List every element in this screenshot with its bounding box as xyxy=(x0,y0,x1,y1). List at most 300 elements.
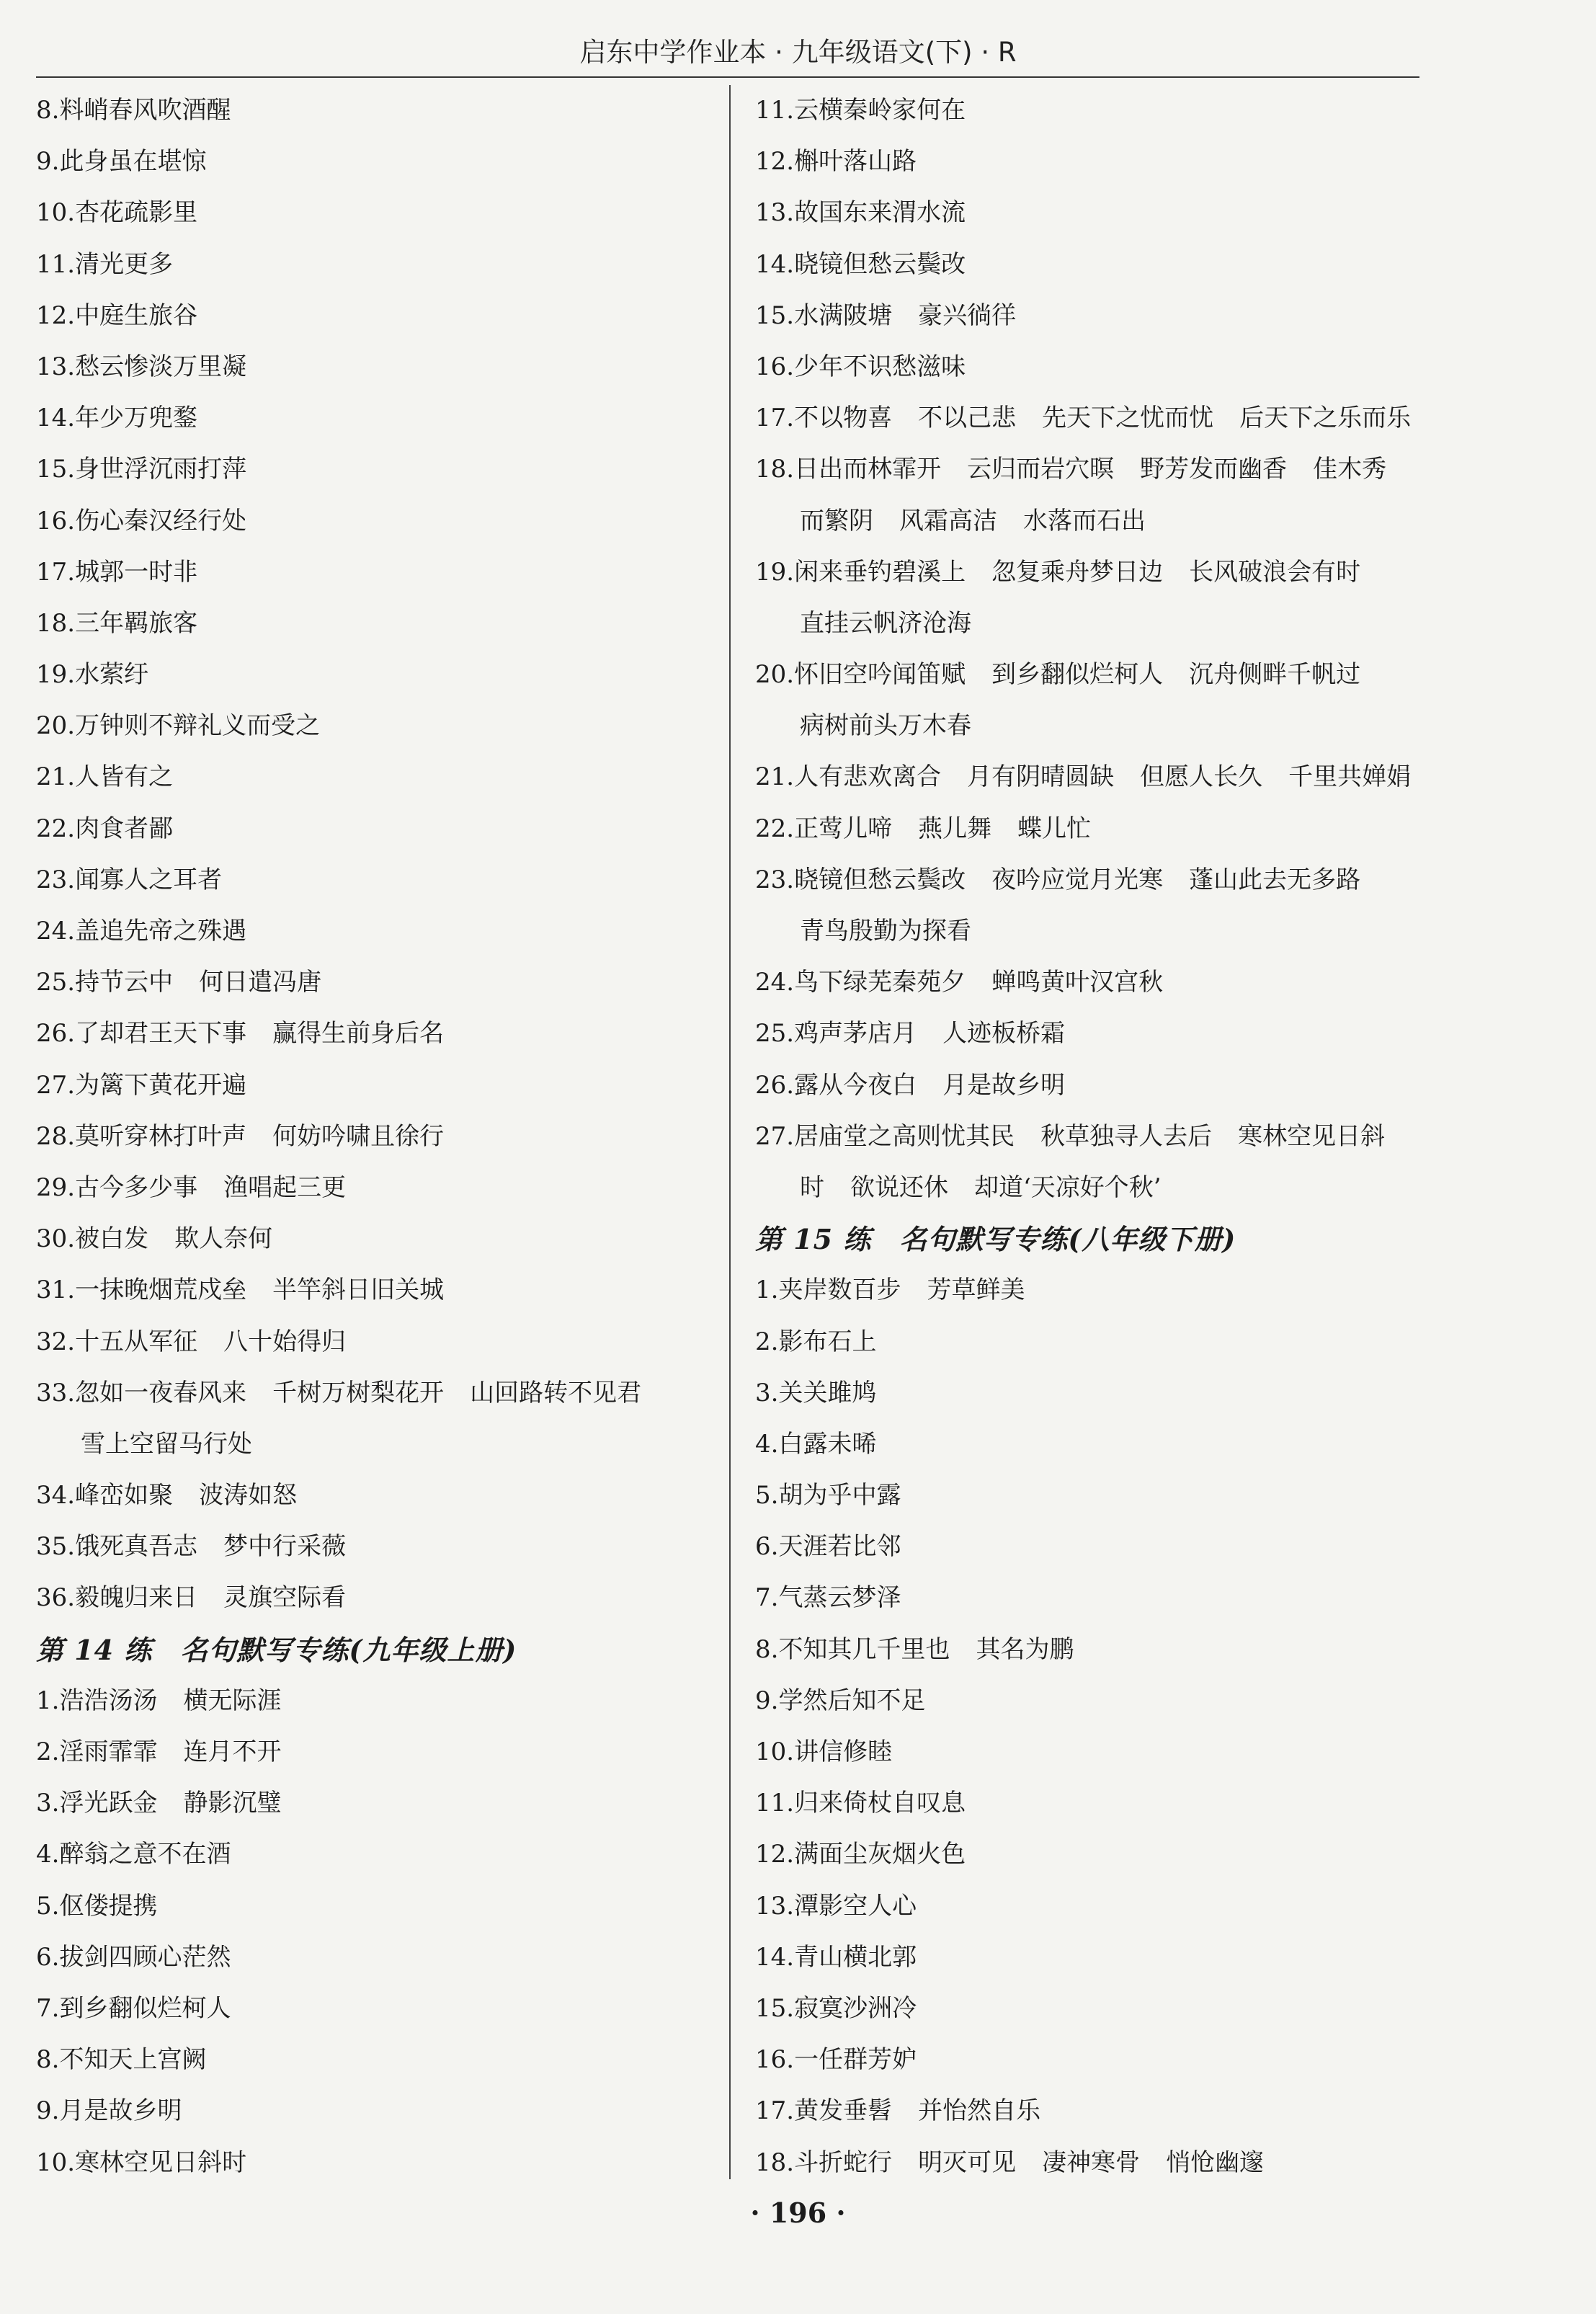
item-number: 2. xyxy=(755,1327,779,1356)
answer-item xyxy=(755,547,1436,649)
item-number: 26. xyxy=(755,1070,795,1100)
item-number: 1. xyxy=(755,1276,779,1305)
answer-phrase: 水满陂塘 xyxy=(794,301,893,330)
answer-phrase: 毅魄归来日 xyxy=(75,1583,198,1613)
answer-phrase: 伤心秦汉经行处 xyxy=(75,506,247,535)
answer-phrase: 悄怆幽邃 xyxy=(1166,2148,1265,2177)
answer-phrase: 静影沉璧 xyxy=(183,1789,282,1818)
answer-line xyxy=(36,804,717,855)
answer-item xyxy=(36,2034,717,2086)
answer-continuation-line xyxy=(755,906,1436,957)
answer-item xyxy=(36,2086,717,2137)
item-number: 23. xyxy=(755,865,795,894)
item-number: 29. xyxy=(36,1172,76,1202)
answer-line xyxy=(755,2034,1436,2086)
answer-phrase: 被白发 xyxy=(75,1224,149,1254)
answer-item xyxy=(755,1111,1436,1214)
answer-line xyxy=(755,393,1436,444)
answer-item xyxy=(36,1214,717,1265)
item-number: 13. xyxy=(36,352,76,381)
answer-line xyxy=(36,1727,717,1778)
answer-item xyxy=(36,1008,717,1059)
item-number: 12. xyxy=(36,301,76,330)
answer-item xyxy=(36,1676,717,1727)
item-number: 18. xyxy=(36,608,76,638)
answer-phrase: 月有阴晴圆缺 xyxy=(967,762,1115,792)
item-number: 13. xyxy=(755,198,795,228)
answer-line xyxy=(755,1470,1436,1521)
answer-phrase: 到乡翻似烂柯人 xyxy=(59,1993,231,2023)
answer-item xyxy=(755,444,1436,546)
answer-item xyxy=(755,1008,1436,1059)
answer-phrase: 何妨吟啸且徐行 xyxy=(272,1121,445,1151)
answer-item xyxy=(36,1572,717,1624)
item-number: 16. xyxy=(755,2045,795,2075)
answer-phrase: 料峭春风吹酒醒 xyxy=(59,96,231,125)
item-number: 33. xyxy=(36,1378,76,1407)
answer-phrase: 芳草鲜美 xyxy=(927,1276,1025,1305)
answer-phrase: 而繁阴 xyxy=(800,506,873,535)
answer-item xyxy=(755,239,1436,290)
answer-phrase: 野芳发而幽香 xyxy=(1140,455,1288,484)
answer-phrase: 浩浩汤汤 xyxy=(59,1686,158,1715)
item-number: 8. xyxy=(36,2045,60,2075)
answer-line xyxy=(36,290,717,342)
item-number: 17. xyxy=(36,557,76,587)
answer-line xyxy=(36,496,717,547)
answer-phrase: 波涛如怒 xyxy=(199,1481,298,1510)
answer-item xyxy=(36,1317,717,1368)
answer-phrase: 灵旗空际看 xyxy=(223,1583,347,1613)
item-number: 22. xyxy=(755,814,795,843)
answer-phrase: 晓镜但愁云鬓改 xyxy=(794,249,966,279)
item-number: 25. xyxy=(755,1019,795,1049)
answer-phrase: 雪上空留马行处 xyxy=(81,1429,252,1459)
answer-phrase: 胡为乎中露 xyxy=(778,1481,901,1510)
answer-item xyxy=(36,342,717,393)
item-number: 19. xyxy=(755,557,795,587)
answer-item xyxy=(755,1265,1436,1316)
answer-item xyxy=(755,2137,1436,2189)
answer-item xyxy=(755,1521,1436,1572)
answer-line xyxy=(36,1008,717,1059)
answer-line xyxy=(36,957,717,1008)
answer-item xyxy=(755,752,1436,803)
answer-line xyxy=(755,1521,1436,1572)
answer-line xyxy=(755,1932,1436,1983)
answer-line xyxy=(755,1572,1436,1624)
answer-phrase: 归来倚杖自叹息 xyxy=(794,1789,966,1818)
answer-phrase: 怀旧空吟闻笛赋 xyxy=(794,660,966,690)
answer-phrase: 蓬山此去无多路 xyxy=(1189,865,1361,894)
answer-item xyxy=(755,393,1436,444)
answer-phrase: 白露未晞 xyxy=(778,1429,877,1459)
answer-phrase: 盖追先帝之殊遇 xyxy=(75,917,247,945)
answer-line xyxy=(36,906,717,957)
answer-line xyxy=(36,2137,717,2189)
right-column xyxy=(755,85,1436,2189)
answer-phrase: 故国东来渭水流 xyxy=(794,198,966,228)
answer-phrase: 千树万树梨花开 xyxy=(272,1378,445,1407)
answer-phrase: 莫听穿林打叶声 xyxy=(75,1121,247,1151)
answer-item xyxy=(36,649,717,700)
answer-phrase: 鸟下绿芜秦苑夕 xyxy=(794,968,966,997)
answer-item xyxy=(755,187,1436,239)
answer-phrase: 千里共婵娟 xyxy=(1288,762,1412,792)
answer-phrase: 燕儿舞 xyxy=(918,814,992,843)
answer-item xyxy=(36,855,717,906)
answer-phrase: 愁云惨淡万里凝 xyxy=(75,352,247,381)
answer-line xyxy=(36,1521,717,1572)
answer-item xyxy=(36,85,717,136)
item-number: 7. xyxy=(36,1993,60,2023)
answer-continuation-line xyxy=(755,1162,1436,1214)
answer-phrase: 鸡声茅店月 xyxy=(794,1019,917,1049)
item-number: 30. xyxy=(36,1224,76,1254)
answer-phrase: 万钟则不辩礼义而受之 xyxy=(75,711,321,741)
answer-line xyxy=(36,752,717,803)
answer-line xyxy=(36,136,717,187)
answer-phrase: 潭影空人心 xyxy=(794,1891,917,1921)
answer-line xyxy=(36,1932,717,1983)
answer-phrase: 寒林空见日斜 xyxy=(1238,1121,1386,1151)
section-heading: 第 14 练 名句默写专练(九年级上册) xyxy=(36,1633,517,1666)
item-number: 15. xyxy=(36,455,76,484)
answer-line xyxy=(36,1214,717,1265)
header-rule xyxy=(36,76,1419,78)
answer-phrase: 不以物喜 xyxy=(794,404,893,433)
answer-phrase: 不以己悲 xyxy=(918,404,1017,433)
answer-phrase: 肉食者鄙 xyxy=(75,814,174,843)
answer-phrase: 露从今夜白 xyxy=(794,1070,917,1100)
item-number: 10. xyxy=(36,198,76,228)
item-number: 34. xyxy=(36,1481,76,1510)
answer-line xyxy=(36,649,717,700)
answer-line xyxy=(755,187,1436,239)
answer-phrase: 直挂云帆济沧海 xyxy=(800,608,971,638)
item-number: 16. xyxy=(755,352,795,381)
item-number: 11. xyxy=(755,96,795,125)
item-number: 6. xyxy=(36,1942,60,1972)
answer-item xyxy=(36,1778,717,1829)
answer-item xyxy=(36,906,717,957)
answer-phrase: 渔唱起三更 xyxy=(223,1172,347,1202)
header-title: 启东中学作业本 · 九年级语文(下) · R xyxy=(579,37,1017,68)
answer-phrase: 学然后知不足 xyxy=(778,1686,926,1715)
answer-line xyxy=(36,700,717,752)
answer-item xyxy=(755,1470,1436,1521)
item-number: 4. xyxy=(36,1840,60,1869)
answer-line xyxy=(36,1470,717,1521)
answer-item xyxy=(755,136,1436,187)
answer-item xyxy=(36,1727,717,1778)
answer-item xyxy=(36,1932,717,1983)
answer-item xyxy=(755,1727,1436,1778)
item-number: 11. xyxy=(755,1789,795,1818)
answer-phrase: 豪兴徜徉 xyxy=(918,301,1017,330)
answer-phrase: 斗折蛇行 xyxy=(794,2148,893,2177)
answer-phrase: 不知其几千里也 xyxy=(778,1634,950,1664)
answer-phrase: 槲叶落山路 xyxy=(794,147,917,177)
answer-line xyxy=(36,855,717,906)
answer-phrase: 长风破浪会有时 xyxy=(1189,557,1361,587)
answer-line xyxy=(36,1162,717,1214)
answer-phrase: 病树前头万木春 xyxy=(800,711,971,741)
answer-phrase: 人有悲欢离合 xyxy=(794,762,942,792)
answer-phrase: 饿死真吾志 xyxy=(75,1532,198,1562)
section-heading: 第 15 练 名句默写专练(八年级下册) xyxy=(755,1223,1236,1256)
answer-phrase: 时 xyxy=(800,1172,824,1202)
answer-phrase: 但愿人长久 xyxy=(1140,762,1263,792)
answer-phrase: 居庙堂之高则忧其民 xyxy=(794,1121,1015,1151)
answer-item xyxy=(36,547,717,598)
answer-line xyxy=(36,393,717,444)
item-number: 16. xyxy=(36,506,76,535)
answer-line xyxy=(755,1829,1436,1880)
item-number: 36. xyxy=(36,1583,76,1613)
item-number: 6. xyxy=(755,1532,779,1562)
answer-line xyxy=(36,547,717,598)
item-number: 22. xyxy=(36,814,76,843)
item-number: 15. xyxy=(755,301,795,330)
answer-phrase: 云归而岩穴暝 xyxy=(967,455,1115,484)
answer-item xyxy=(755,649,1436,752)
answer-item xyxy=(36,1829,717,1880)
answer-phrase: 闲来垂钓碧溪上 xyxy=(794,557,966,587)
answer-line xyxy=(755,855,1436,906)
answer-phrase: 其名为鹏 xyxy=(976,1634,1074,1664)
item-number: 10. xyxy=(755,1737,795,1766)
answer-item xyxy=(755,1317,1436,1368)
answer-item xyxy=(755,1778,1436,1829)
item-number: 3. xyxy=(36,1789,60,1818)
item-number: 28. xyxy=(36,1121,76,1151)
item-number: 17. xyxy=(755,2096,795,2126)
answer-phrase: 寂寞沙洲冷 xyxy=(794,1993,917,2023)
answer-line xyxy=(36,1317,717,1368)
answer-item xyxy=(36,957,717,1008)
answer-phrase: 持节云中 xyxy=(75,968,174,997)
answer-phrase: 年少万兜鍪 xyxy=(75,404,198,433)
answer-line xyxy=(755,1419,1436,1470)
answer-phrase: 人迹板桥霜 xyxy=(942,1019,1066,1049)
answer-line xyxy=(755,1676,1436,1727)
item-number: 10. xyxy=(36,2148,76,2177)
item-number: 32. xyxy=(36,1327,76,1356)
answer-item xyxy=(755,2034,1436,2086)
answer-line xyxy=(755,85,1436,136)
answer-line xyxy=(755,1111,1436,1162)
left-column xyxy=(36,85,717,2189)
answer-phrase: 拔剑四顾心茫然 xyxy=(59,1942,231,1972)
answer-phrase: 寒林空见日斜时 xyxy=(75,2148,247,2177)
answer-line xyxy=(755,1265,1436,1316)
item-number: 23. xyxy=(36,865,76,894)
answer-item xyxy=(36,187,717,239)
answer-line xyxy=(36,1881,717,1932)
answer-item xyxy=(36,804,717,855)
answer-line xyxy=(36,444,717,495)
answer-phrase: 峰峦如聚 xyxy=(75,1481,174,1510)
answer-continuation-line xyxy=(755,700,1436,752)
answer-item xyxy=(36,1521,717,1572)
answer-phrase: 少年不识愁滋味 xyxy=(794,352,966,381)
answer-item xyxy=(36,239,717,290)
answer-phrase: 夜吟应觉月光寒 xyxy=(991,865,1164,894)
answer-phrase: 明灭可见 xyxy=(918,2148,1017,2177)
answer-item xyxy=(36,393,717,444)
answer-phrase: 正莺儿啼 xyxy=(794,814,893,843)
answer-line xyxy=(755,1317,1436,1368)
item-number: 15. xyxy=(755,1993,795,2023)
answer-line xyxy=(36,2086,717,2137)
answer-item xyxy=(755,1983,1436,2034)
answer-phrase: 晓镜但愁云鬓改 xyxy=(794,865,966,894)
answer-phrase: 水落而石出 xyxy=(1023,506,1146,535)
answer-item xyxy=(755,1572,1436,1624)
item-number: 21. xyxy=(36,762,76,792)
answer-item xyxy=(755,1060,1436,1111)
answer-line xyxy=(36,85,717,136)
item-number: 1. xyxy=(36,1686,60,1715)
item-number: 35. xyxy=(36,1532,76,1562)
answer-line xyxy=(36,1829,717,1880)
answer-item xyxy=(36,700,717,752)
answer-line xyxy=(755,136,1436,187)
answer-phrase: 天涯若比邻 xyxy=(778,1532,901,1562)
column-divider xyxy=(729,85,731,2179)
answer-phrase: 醉翁之意不在酒 xyxy=(59,1840,231,1869)
answer-item xyxy=(755,1419,1436,1470)
answer-continuation-line xyxy=(755,598,1436,649)
answer-item xyxy=(755,342,1436,393)
answer-phrase: 讲信修睦 xyxy=(794,1737,893,1766)
answer-phrase: 半竿斜日旧关城 xyxy=(272,1276,445,1305)
answer-item xyxy=(36,444,717,495)
answer-line xyxy=(755,1060,1436,1111)
answer-item xyxy=(755,1881,1436,1932)
answer-line xyxy=(755,957,1436,1008)
answer-phrase: 闻寡人之耳者 xyxy=(75,865,223,894)
item-number: 21. xyxy=(755,762,795,792)
answer-line xyxy=(755,649,1436,700)
answer-phrase: 梦中行采薇 xyxy=(223,1532,347,1562)
answer-phrase: 佳木秀 xyxy=(1313,455,1387,484)
answer-phrase: 青山横北郭 xyxy=(794,1942,917,1972)
answer-phrase: 横无际涯 xyxy=(183,1686,282,1715)
item-number: 12. xyxy=(755,147,795,177)
answer-item xyxy=(36,1368,717,1470)
item-number: 9. xyxy=(755,1686,779,1715)
answer-phrase: 不知天上宫阙 xyxy=(59,2045,207,2075)
item-number: 2. xyxy=(36,1737,60,1766)
answer-phrase: 云横秦岭家何在 xyxy=(794,96,966,125)
item-number: 20. xyxy=(36,711,76,741)
answer-phrase: 十五从军征 xyxy=(75,1327,198,1356)
answer-item xyxy=(755,1932,1436,1983)
item-number: 25. xyxy=(36,968,76,997)
answer-phrase: 关关雎鸠 xyxy=(778,1378,877,1407)
answer-phrase: 夹岸数百步 xyxy=(778,1276,901,1305)
answer-item xyxy=(36,1470,717,1521)
answer-item xyxy=(36,1983,717,2034)
answer-line xyxy=(755,1881,1436,1932)
answer-phrase: 一任群芳妒 xyxy=(794,2045,917,2075)
answer-item xyxy=(755,957,1436,1008)
answer-phrase: 古今多少事 xyxy=(75,1172,198,1202)
answer-phrase: 身世浮沉雨打萍 xyxy=(75,455,247,484)
answer-phrase: 了却君王天下事 xyxy=(75,1019,247,1049)
answer-phrase: 三年羁旅客 xyxy=(75,608,198,638)
answer-item xyxy=(755,1368,1436,1419)
answer-phrase: 影布石上 xyxy=(778,1327,877,1356)
answer-item xyxy=(755,1624,1436,1676)
answer-line xyxy=(755,1008,1436,1059)
item-number: 9. xyxy=(36,147,60,177)
answer-phrase: 忽如一夜春风来 xyxy=(75,1378,247,1407)
answer-phrase: 后天下之乐而乐 xyxy=(1239,404,1412,433)
item-number: 19. xyxy=(36,660,76,690)
answer-phrase: 赢得生前身后名 xyxy=(272,1019,445,1049)
answer-phrase: 黄发垂髫 xyxy=(794,2096,893,2126)
answer-phrase: 风霜高洁 xyxy=(899,506,997,535)
answer-phrase: 水萦纡 xyxy=(75,660,149,690)
answer-phrase: 到乡翻似烂柯人 xyxy=(991,660,1164,690)
answer-line xyxy=(755,2086,1436,2137)
item-number: 14. xyxy=(755,249,795,279)
answer-line xyxy=(36,187,717,239)
answer-line xyxy=(755,547,1436,598)
answer-item xyxy=(755,85,1436,136)
item-number: 4. xyxy=(755,1429,779,1459)
answer-line xyxy=(755,1368,1436,1419)
answer-phrase: 秋草独寻人去后 xyxy=(1040,1121,1213,1151)
answer-item xyxy=(755,804,1436,855)
answer-line xyxy=(755,1727,1436,1778)
item-number: 17. xyxy=(755,404,795,433)
item-number: 11. xyxy=(36,249,76,279)
item-number: 8. xyxy=(755,1634,779,1664)
answer-phrase: 杏花疏影里 xyxy=(75,198,198,228)
answer-phrase: 青鸟殷勤为探看 xyxy=(800,917,971,945)
answer-line xyxy=(36,598,717,649)
answer-line xyxy=(755,1778,1436,1829)
item-number: 27. xyxy=(755,1121,795,1151)
answer-phrase: 山回路转不见君 xyxy=(470,1378,642,1407)
item-number: 24. xyxy=(755,968,795,997)
item-number: 18. xyxy=(755,2148,795,2177)
answer-phrase: 八十始得归 xyxy=(223,1327,347,1356)
answer-item xyxy=(36,496,717,547)
answer-phrase: 并怡然自乐 xyxy=(918,2096,1041,2126)
answer-line xyxy=(755,1983,1436,2034)
answer-item xyxy=(36,1265,717,1316)
item-number: 31. xyxy=(36,1276,76,1305)
answer-line xyxy=(36,2034,717,2086)
answer-phrase: 满面尘灰烟火色 xyxy=(794,1840,966,1869)
answer-line xyxy=(755,290,1436,342)
answer-phrase: 气蒸云梦泽 xyxy=(778,1583,901,1613)
answer-item xyxy=(755,2086,1436,2137)
answer-line xyxy=(755,804,1436,855)
answer-item xyxy=(36,136,717,187)
answer-phrase: 一抹晚烟荒戍垒 xyxy=(75,1276,247,1305)
answer-phrase: 清光更多 xyxy=(75,249,174,279)
answer-phrase: 蝶儿忙 xyxy=(1017,814,1092,843)
answer-line xyxy=(36,1060,717,1111)
answer-item xyxy=(755,1676,1436,1727)
item-number: 24. xyxy=(36,917,76,945)
